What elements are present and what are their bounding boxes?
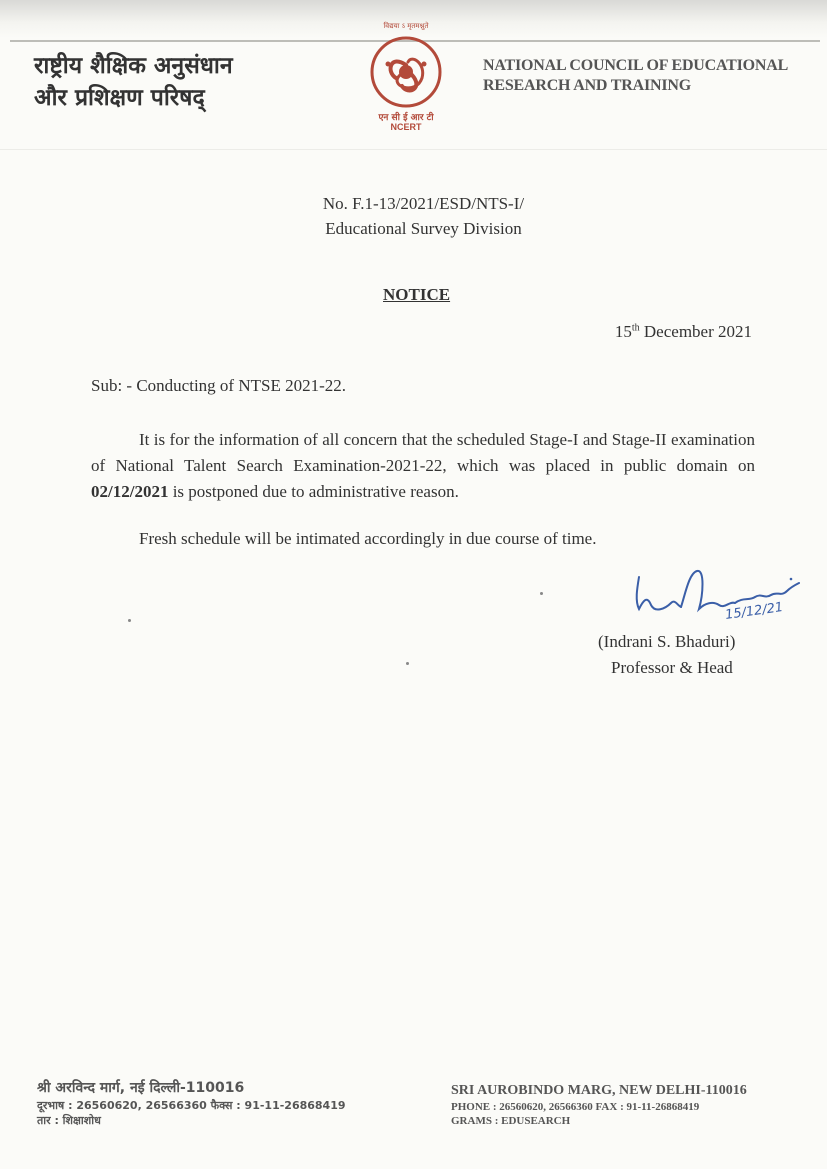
english-org-name	[483, 56, 788, 96]
ncert-logo	[364, 22, 448, 134]
footer-hindi-address	[37, 1079, 346, 1128]
signatory-title: Professor & Head	[611, 658, 733, 677]
footer-hindi-phone: दूरभाष : 26560620, 26566360 फैक्स : 91-11-26868419	[37, 1099, 346, 1112]
handwritten-signature	[625, 565, 805, 625]
footer-hindi-street: श्री अरविन्द मार्ग, नई दिल्ली-110016	[37, 1080, 245, 1096]
header-divider	[0, 149, 827, 150]
hindi-org-name-line1: राष्ट्रीय शैक्षिक अनुसंधान	[34, 53, 233, 79]
division-name: Educational Survey Division	[325, 219, 522, 238]
logo-english-abbr: NCERT	[390, 122, 422, 132]
body-text-after: is postponed due to administrative reason.	[168, 482, 459, 501]
logo-motto: विद्यया ऽ मृतमश्नुते	[383, 22, 429, 30]
scan-speck	[540, 592, 543, 595]
date-suffix: th	[631, 322, 640, 334]
logo-hindi-abbr: एन सी ई आर टी	[378, 113, 434, 123]
reference-number: No. F.1-13/2021/ESD/NTS-I/	[322, 194, 525, 213]
footer-english-address	[451, 1082, 747, 1128]
footer-english-street: SRI AUROBINDO MARG, NEW DELHI-110016	[451, 1083, 747, 1098]
notice-subject: Sub: - Conducting of NTSE 2021-22.	[91, 376, 346, 395]
body-text-before: It is for the information of all concern that the scheduled Stage-I and Stage-II examination of National Talent Search Examination-2021-22, which was placed in public domain on	[91, 430, 755, 475]
scan-speck	[128, 619, 131, 622]
date-month-year: December 2021	[639, 322, 752, 341]
footer-english-phone: PHONE : 26560620, 26566360 FAX : 91-11-26868419	[451, 1101, 700, 1113]
hindi-org-name-line2: और प्रशिक्षण परिषद्	[34, 85, 205, 111]
date-day: 15	[614, 322, 632, 341]
english-org-name-line2: RESEARCH AND TRAINING	[483, 77, 691, 94]
ncert-emblem-icon	[368, 34, 444, 110]
english-org-name-line1: NATIONAL COUNCIL OF EDUCATIONAL	[483, 57, 789, 74]
notice-body-paragraph	[91, 427, 755, 505]
footer-hindi-grams: तार : शिक्षाशोध	[37, 1114, 101, 1127]
footer-english-grams: GRAMS : EDUSEARCH	[451, 1115, 571, 1127]
body-date-bold: 02/12/2021	[91, 482, 169, 501]
hindi-org-name	[34, 50, 233, 114]
notice-heading: NOTICE	[383, 285, 451, 304]
signatory-name: (Indrani S. Bhaduri)	[598, 632, 736, 651]
scan-speck	[406, 662, 409, 665]
fresh-schedule-paragraph: Fresh schedule will be intimated accordingly in due course of time.	[139, 529, 597, 548]
handwritten-date: 15/12/21	[724, 600, 785, 623]
notice-date	[615, 322, 752, 342]
